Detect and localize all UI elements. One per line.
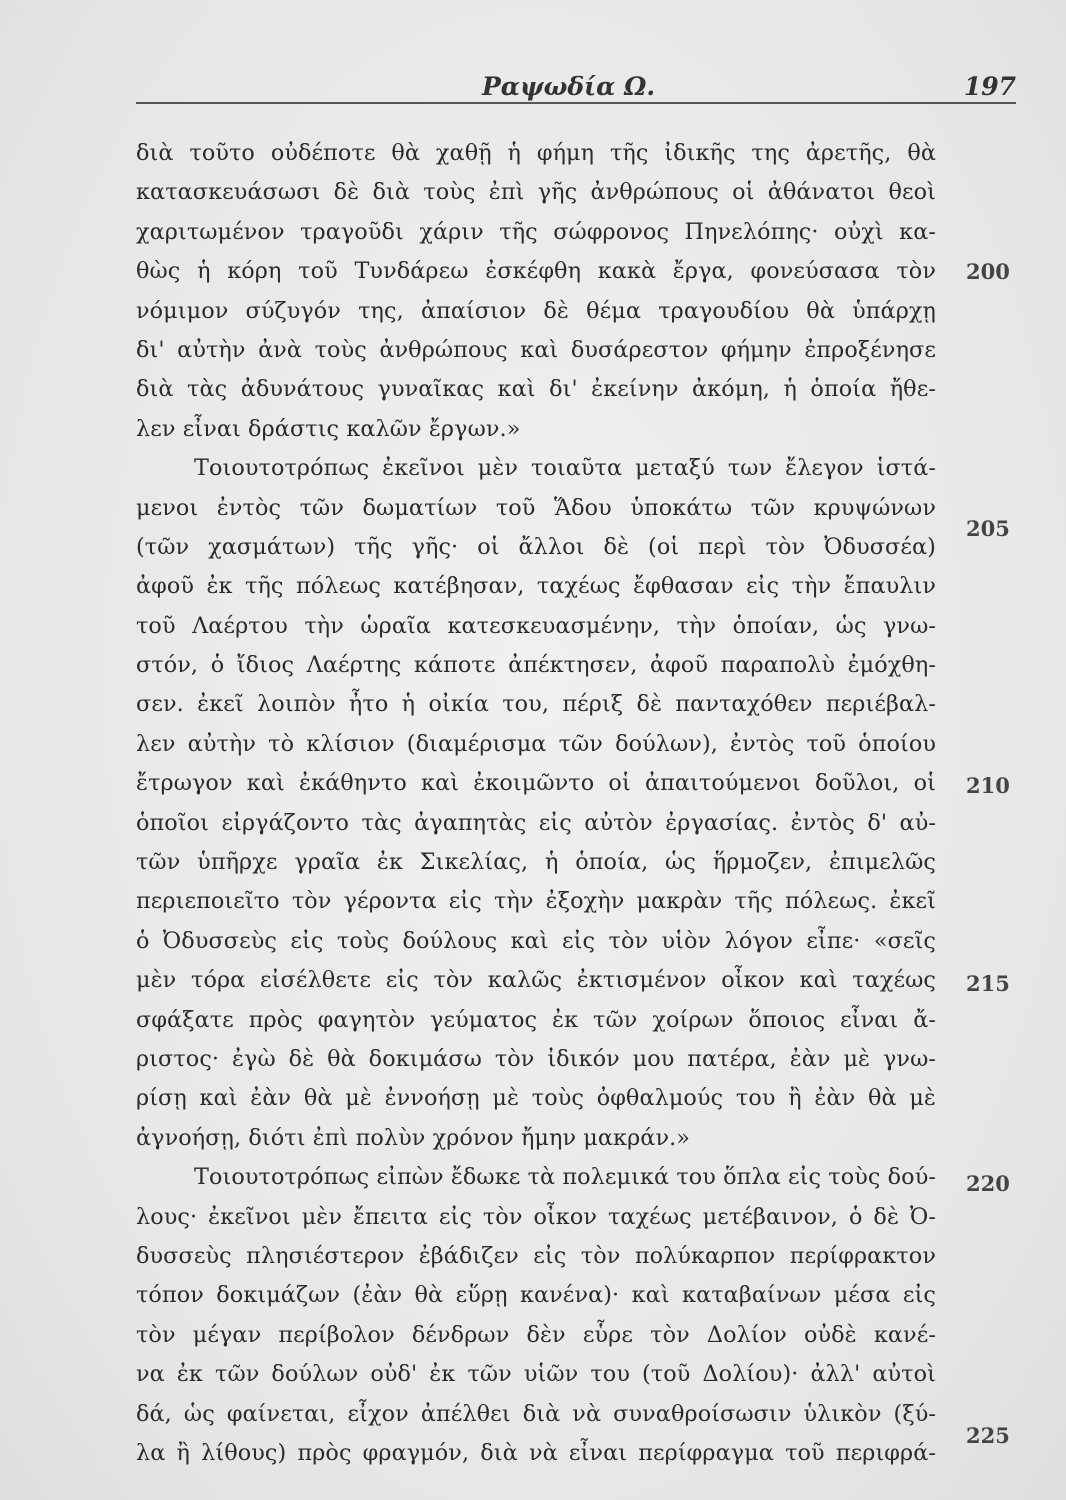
text-line: Τοιουτοτρόπως ἐκεῖνοι μὲν τοιαῦτα μεταξύ των ἔλεγον ἱστά- <box>194 455 936 482</box>
text-line: ρίσῃ καὶ ἐὰν θὰ μὲ ἐννοήσῃ μὲ τοὺς ὀφθαλμούς του ἢ ἐὰν θὰ μὲ <box>136 1085 936 1112</box>
text-line: (τῶν χασμάτων) τῆς γῆς· οἱ ἄλλοι δὲ (οἱ περὶ τὸν Ὀδυσσέα) <box>136 533 936 560</box>
text-line: να ἐκ τῶν δούλων οὐδ' ἐκ τῶν υἱῶν του (τοῦ Δολίου)· ἀλλ' αὐτοὶ <box>136 1361 936 1388</box>
text-line: Τοιουτοτρόπως εἰπὼν ἔδωκε τὰ πολεμικά του ὅπλα εἰς τοὺς δού- <box>194 1164 936 1191</box>
line-number: 225 <box>966 1423 1010 1448</box>
text-line: περιεποιεῖτο τὸν γέροντα εἰς τὴν ἐξοχὴν μακρὰν τῆς πόλεως. ἐκεῖ <box>136 888 936 915</box>
body-text <box>136 134 936 1473</box>
text-line: τῶν ὑπῆρχε γραῖα ἐκ Σικελίας, ἡ ὁποία, ὡς ἥρμοζεν, ἐπιμελῶς <box>136 849 936 876</box>
text-line: νόμιμον σύζυγόν της, ἀπαίσιον δὲ θέμα τραγουδίου θὰ ὑπάρχῃ <box>136 297 936 324</box>
text-line: ριστος· ἐγὼ δὲ θὰ δοκιμάσω τὸν ἰδικόν μου πατέρα, ἐὰν μὲ γνω- <box>136 1045 936 1072</box>
text-line: στόν, ὁ ἴδιος Λαέρτης κάποτε ἀπέκτησεν, ἀφοῦ παραπολὺ ἐμόχθη- <box>136 652 936 679</box>
text-line: ἔτρωγον καὶ ἐκάθηντο καὶ ἐκοιμῶντο οἱ ἀπαιτούμενοι δοῦλοι, οἱ <box>136 770 936 797</box>
text-line: θὼς ἡ κόρη τοῦ Τυνδάρεω ἐσκέφθη κακὰ ἔργα, φονεύσασα τὸν <box>136 258 936 285</box>
page-number: 197 <box>963 72 1016 101</box>
text-line: κατασκευάσωσι δὲ διὰ τοὺς ἐπὶ γῆς ἀνθρώπους οἱ ἀθάνατοι θεοὶ <box>136 179 936 206</box>
text-line: σφάξατε πρὸς φαγητὸν γεύματος ἐκ τῶν χοίρων ὅποιος εἶναι ἄ- <box>136 1006 936 1033</box>
text-line: χαριτωμένον τραγοῦδι χάριν τῆς σώφρονος Πηνελόπης· οὐχὶ κα- <box>136 218 936 245</box>
text-line: σεν. ἐκεῖ λοιπὸν ἦτο ἡ οἰκία του, πέριξ δὲ πανταχόθεν περιέβαλ- <box>136 691 936 718</box>
text-line: λεν αὐτὴν τὸ κλίσιον (διαμέρισμα τῶν δούλων), ἐντὸς τοῦ ὁποίου <box>136 730 936 757</box>
text-line: λα ἢ λίθους) πρὸς φραγμόν, διὰ νὰ εἶναι περίφραγμα τοῦ περιφρά- <box>136 1439 936 1466</box>
text-line: μενοι ἐντὸς τῶν δωματίων τοῦ Ἅδου ὑποκάτω τῶν κρυψώνων <box>136 494 936 521</box>
header-rule <box>136 102 1016 104</box>
line-number: 205 <box>966 516 1010 541</box>
text-line: τόπον δοκιμάζων (ἐὰν θὰ εὕρῃ κανένα)· καὶ καταβαίνων μέσα εἰς <box>136 1282 936 1309</box>
text-line: ὁποῖοι εἰργάζοντο τὰς ἀγαπητὰς εἰς αὐτὸν ἐργασίας. ἐντὸς δ' αὐ- <box>136 809 936 836</box>
running-title: Ραψωδία Ω. <box>482 72 656 101</box>
text-line: δά, ὡς φαίνεται, εἶχον ἀπέλθει διὰ νὰ συναθροίσωσιν ὑλικὸν (ξύ- <box>136 1400 936 1427</box>
text-line: λεν εἶναι δράστις καλῶν ἔργων.» <box>136 415 521 442</box>
line-number: 220 <box>966 1171 1010 1196</box>
text-line: διὰ τοῦτο οὐδέποτε θὰ χαθῇ ἡ φήμη τῆς ἰδικῆς της ἀρετῆς, θὰ <box>136 140 936 166</box>
text-line: τοῦ Λαέρτου τὴν ὡραῖα κατεσκευασμένην, τὴν ὁποίαν, ὡς γνω- <box>136 612 936 639</box>
line-number: 200 <box>966 259 1010 284</box>
page-header <box>136 72 1016 102</box>
text-line: λους· ἐκεῖνοι μὲν ἔπειτα εἰς τὸν οἶκον ταχέως μετέβαινον, ὁ δὲ Ὀ- <box>136 1203 936 1230</box>
text-line: δι' αὐτὴν ἀνὰ τοὺς ἀνθρώπους καὶ δυσάρεστον φήμην ἐπροξένησε <box>136 336 936 363</box>
text-line: μὲν τόρα εἰσέλθετε εἰς τὸν καλῶς ἐκτισμένον οἶκον καὶ ταχέως <box>136 967 936 994</box>
text-line: δυσσεὺς πλησιέστερον ἐβάδιζεν εἰς τὸν πολύκαρπον περίφρακτον <box>136 1242 936 1269</box>
text-line: ὁ Ὀδυσσεὺς εἰς τοὺς δούλους καὶ εἰς τὸν υἱὸν λόγον εἶπε· «σεῖς <box>136 927 936 954</box>
line-number: 210 <box>966 773 1010 798</box>
text-line: ἀφοῦ ἐκ τῆς πόλεως κατέβησαν, ταχέως ἔφθασαν εἰς τὴν ἔπαυλιν <box>136 573 936 600</box>
text-line: διὰ τὰς ἀδυνάτους γυναῖκας καὶ δι' ἐκείνην ἀκόμη, ἡ ὁποία ἤθε- <box>136 376 936 403</box>
line-number: 215 <box>966 971 1010 996</box>
text-line: τὸν μέγαν περίβολον δένδρων δὲν εὗρε τὸν Δολίον οὐδὲ κανέ- <box>136 1321 936 1348</box>
text-line: ἀγνοήσῃ, διότι ἐπὶ πολὺν χρόνον ἤμην μακράν.» <box>136 1124 691 1151</box>
